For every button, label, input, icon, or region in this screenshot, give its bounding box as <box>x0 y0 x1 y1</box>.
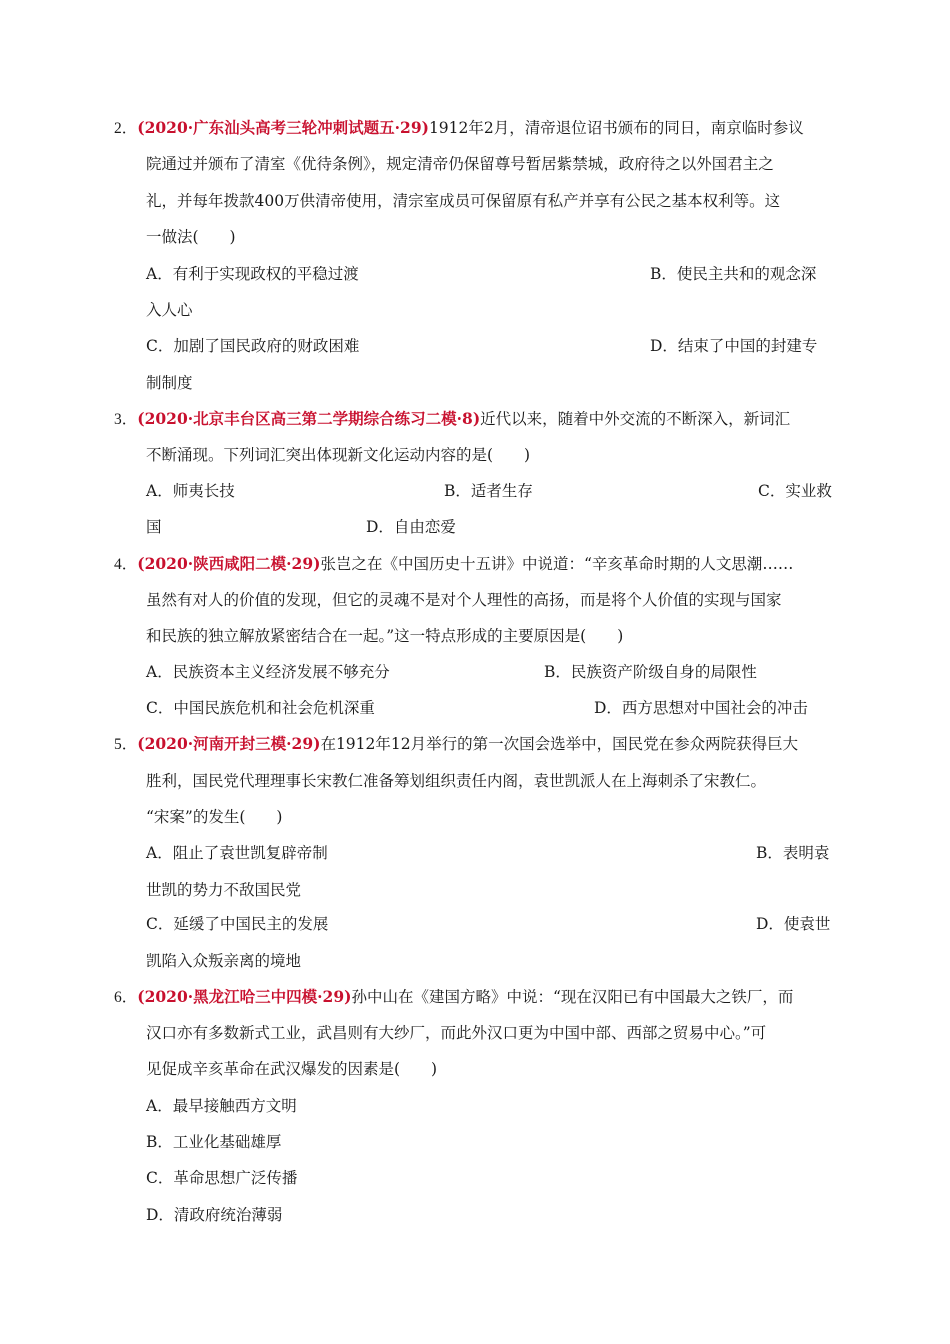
option-b-continued: 世凯的势力不敌国民党 <box>146 881 302 899</box>
question-stem: 和民族的独立解放紧密结合在一起。”这一特点形成的主要原因是( ) <box>146 627 624 645</box>
question-source: (2020·北京丰台区高三第二学期综合练习二模·8) <box>137 409 481 428</box>
option-c[interactable]: C．中国民族危机和社会危机深重 <box>146 699 375 717</box>
option-b[interactable]: B．民族资产阶级自身的局限性 <box>544 663 757 681</box>
question-number: 6． <box>114 989 138 1006</box>
option-a[interactable]: A．有利于实现政权的平稳过渡 <box>146 265 359 283</box>
option-d-continued: 制制度 <box>146 374 193 392</box>
question-stem: 1912年2月，清帝退位诏书颁布的同日，南京临时参议 <box>428 119 804 137</box>
question-3-line-1 <box>114 409 790 430</box>
question-number: 2． <box>114 120 138 137</box>
option-b[interactable]: B．工业化基础雄厚 <box>146 1133 282 1151</box>
question-stem: 一做法( ) <box>146 228 236 246</box>
question-stem: 胜利，国民党代理理事长宋教仁准备筹划组织责任内阁，袁世凯派人在上海刺杀了宋教仁。 <box>146 772 767 790</box>
question-stem: 在1912年12月举行的第一次国会选举中，国民党在参众两院获得巨大 <box>320 735 799 753</box>
option-b-continued: 入人心 <box>146 301 193 319</box>
question-stem: 院通过并颁布了清室《优待条例》，规定清帝仍保留尊号暂居紫禁城，政府待之以外国君主之 <box>146 155 774 173</box>
question-2-line-1 <box>114 118 804 139</box>
option-a[interactable]: A．民族资本主义经济发展不够充分 <box>146 663 390 681</box>
question-6-line-1 <box>114 987 793 1008</box>
option-c[interactable]: C．实业救 <box>758 482 832 500</box>
question-source: (2020·黑龙江哈三中四模·29) <box>137 987 352 1006</box>
question-number: 5． <box>114 736 138 753</box>
option-c[interactable]: C．加剧了国民政府的财政困难 <box>146 337 360 355</box>
question-stem: 不断涌现。下列词汇突出体现新文化运动内容的是( ) <box>146 446 531 464</box>
option-d[interactable]: D．结束了中国的封建专 <box>650 337 818 355</box>
question-stem: 张岂之在《中国历史十五讲》中说道：“辛亥革命时期的人文思潮…… <box>320 555 794 573</box>
question-stem: 汉口亦有多数新式工业，武昌则有大纱厂，而此外汉口更为中国中部、西部之贸易中心。”可 <box>146 1024 767 1042</box>
option-a[interactable]: A．阻止了袁世凯复辟帝制 <box>146 844 328 862</box>
question-stem: 礼，并每年拨款400万供清帝使用，清宗室成员可保留原有私产并享有公民之基本权利等。这 <box>146 192 781 210</box>
option-a[interactable]: A．师夷长技 <box>146 482 235 500</box>
question-5-line-1 <box>114 734 798 755</box>
option-d[interactable]: D．自由恋爱 <box>366 518 456 536</box>
option-d-continued: 凯陷入众叛亲离的境地 <box>146 952 302 970</box>
option-c[interactable]: C．革命思想广泛传播 <box>146 1169 298 1187</box>
option-d[interactable]: D．西方思想对中国社会的冲击 <box>594 699 808 717</box>
option-a[interactable]: A．最早接触西方文明 <box>146 1097 297 1115</box>
question-stem: “宋案”的发生( ) <box>146 808 283 826</box>
option-d[interactable]: D．使袁世 <box>756 915 831 933</box>
option-c[interactable]: C．延缓了中国民主的发展 <box>146 915 329 933</box>
option-b[interactable]: B．使民主共和的观念深 <box>650 265 817 283</box>
question-source: (2020·广东汕头高考三轮冲刺试题五·29) <box>137 118 429 137</box>
option-b[interactable]: B．表明袁 <box>756 844 830 862</box>
question-stem: 见促成辛亥革命在武汉爆发的因素是( ) <box>146 1060 438 1078</box>
question-stem: 近代以来，随着中外交流的不断深入，新词汇 <box>480 410 791 428</box>
question-number: 3． <box>114 411 138 428</box>
option-b[interactable]: B．适者生存 <box>444 482 533 500</box>
question-stem: 虽然有对人的价值的发现，但它的灵魂不是对个人理性的高扬，而是将个人价值的实现与国家 <box>146 591 782 609</box>
option-d[interactable]: D．清政府统治薄弱 <box>146 1206 283 1224</box>
question-4-line-1 <box>114 554 793 575</box>
question-stem: 孙中山在《建国方略》中说：“现在汉阳已有中国最大之铁厂，而 <box>351 988 794 1006</box>
option-c-continued: 国 <box>146 518 162 536</box>
question-source: (2020·河南开封三模·29) <box>137 734 321 753</box>
question-number: 4． <box>114 556 138 573</box>
question-source: (2020·陕西咸阳二模·29) <box>137 554 321 573</box>
